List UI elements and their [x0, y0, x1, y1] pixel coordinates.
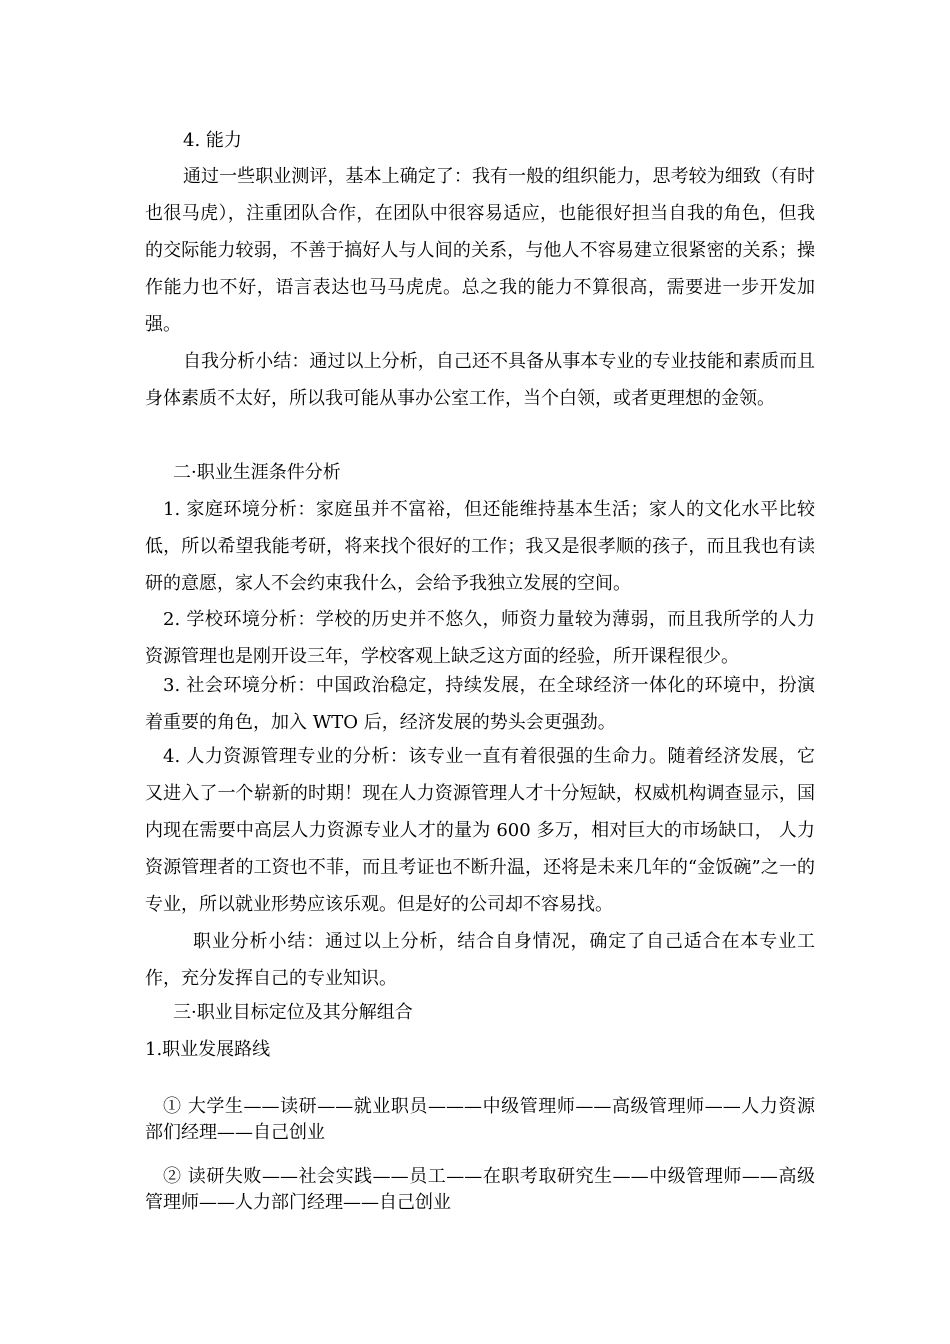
section-heading-career-goals: 三·职业目标定位及其分解组合 — [173, 1002, 413, 1023]
paragraph-major-analysis: 4. 人力资源管理专业的分析：该专业一直有着很强的生命力。随着经济发展，它又进入了一个崭新的时期！现在人力资源管理人才十分短缺，权威机构调查显示，国内现在需要中高层人力资源专业人才的量为 600 多万，相对巨大的市场缺口， 人力资源管理者的工资也不菲，而且考证也不断升温，还将是未来几年的“金饭碗”之一的专业，所以就业形势应该乐观。但是好的公司却不容易找。 — [145, 746, 815, 915]
paragraph-family-environment: 1. 家庭环境分析：家庭虽并不富裕，但还能维持基本生活；家人的文化水平比较低，所以希望我能考研，将来找个很好的工作；我又是很孝顺的孩子，而且我也有读研的意愿，家人不会约束我什么，会给予我独立发展的空间。 — [145, 499, 815, 594]
paragraph-social-environment: 3. 社会环境分析：中国政治稳定，持续发展，在全球经济一体化的环境中，扮演着重要的角色，加入 WTO 后，经济发展的势头会更强劲。 — [145, 675, 815, 733]
paragraph-ability-detail: 通过一些职业测评，基本上确定了：我有一般的组织能力，思考较为细致（有时也很马虎），注重团队合作，在团队中很容易适应，也能很好担当自我的角色，但我的交际能力较弱，不善于搞好人与人间的关系，与他人不容易建立很紧密的关系；操作能力也不好，语言表达也马马虎虎。总之我的能力不算很高，需要进一步开发加强。 — [145, 166, 815, 335]
section-heading-career-conditions: 二·职业生涯条件分析 — [173, 462, 341, 483]
subheading-career-path: 1.职业发展路线 — [145, 1039, 271, 1060]
paragraph-school-environment: 2. 学校环境分析：学校的历史并不悠久，师资力量较为薄弱，而且我所学的人力资源管理也是刚开设三年，学校客观上缺乏这方面的经验，所开课程很少。 — [145, 609, 815, 667]
career-path-option-1: ① 大学生——读研——就业职员———中级管理师——高级管理师——人力资源部们经理——自己创业 — [145, 1096, 815, 1143]
paragraph-self-analysis-summary: 自我分析小结：通过以上分析，自己还不具备从事本专业的专业技能和素质而且身体素质不太好，所以我可能从事办公室工作，当个白领，或者更理想的金领。 — [145, 351, 815, 409]
paragraph-career-analysis-summary: 职业分析小结：通过以上分析，结合自身情况，确定了自己适合在本专业工作，充分发挥自己的专业知识。 — [145, 931, 815, 989]
section-heading-ability: 4. 能力 — [183, 130, 242, 151]
career-path-option-2: ② 读研失败——社会实践——员工——在职考取研究生——中级管理师——高级管理师——人力部门经理——自己创业 — [145, 1166, 815, 1213]
